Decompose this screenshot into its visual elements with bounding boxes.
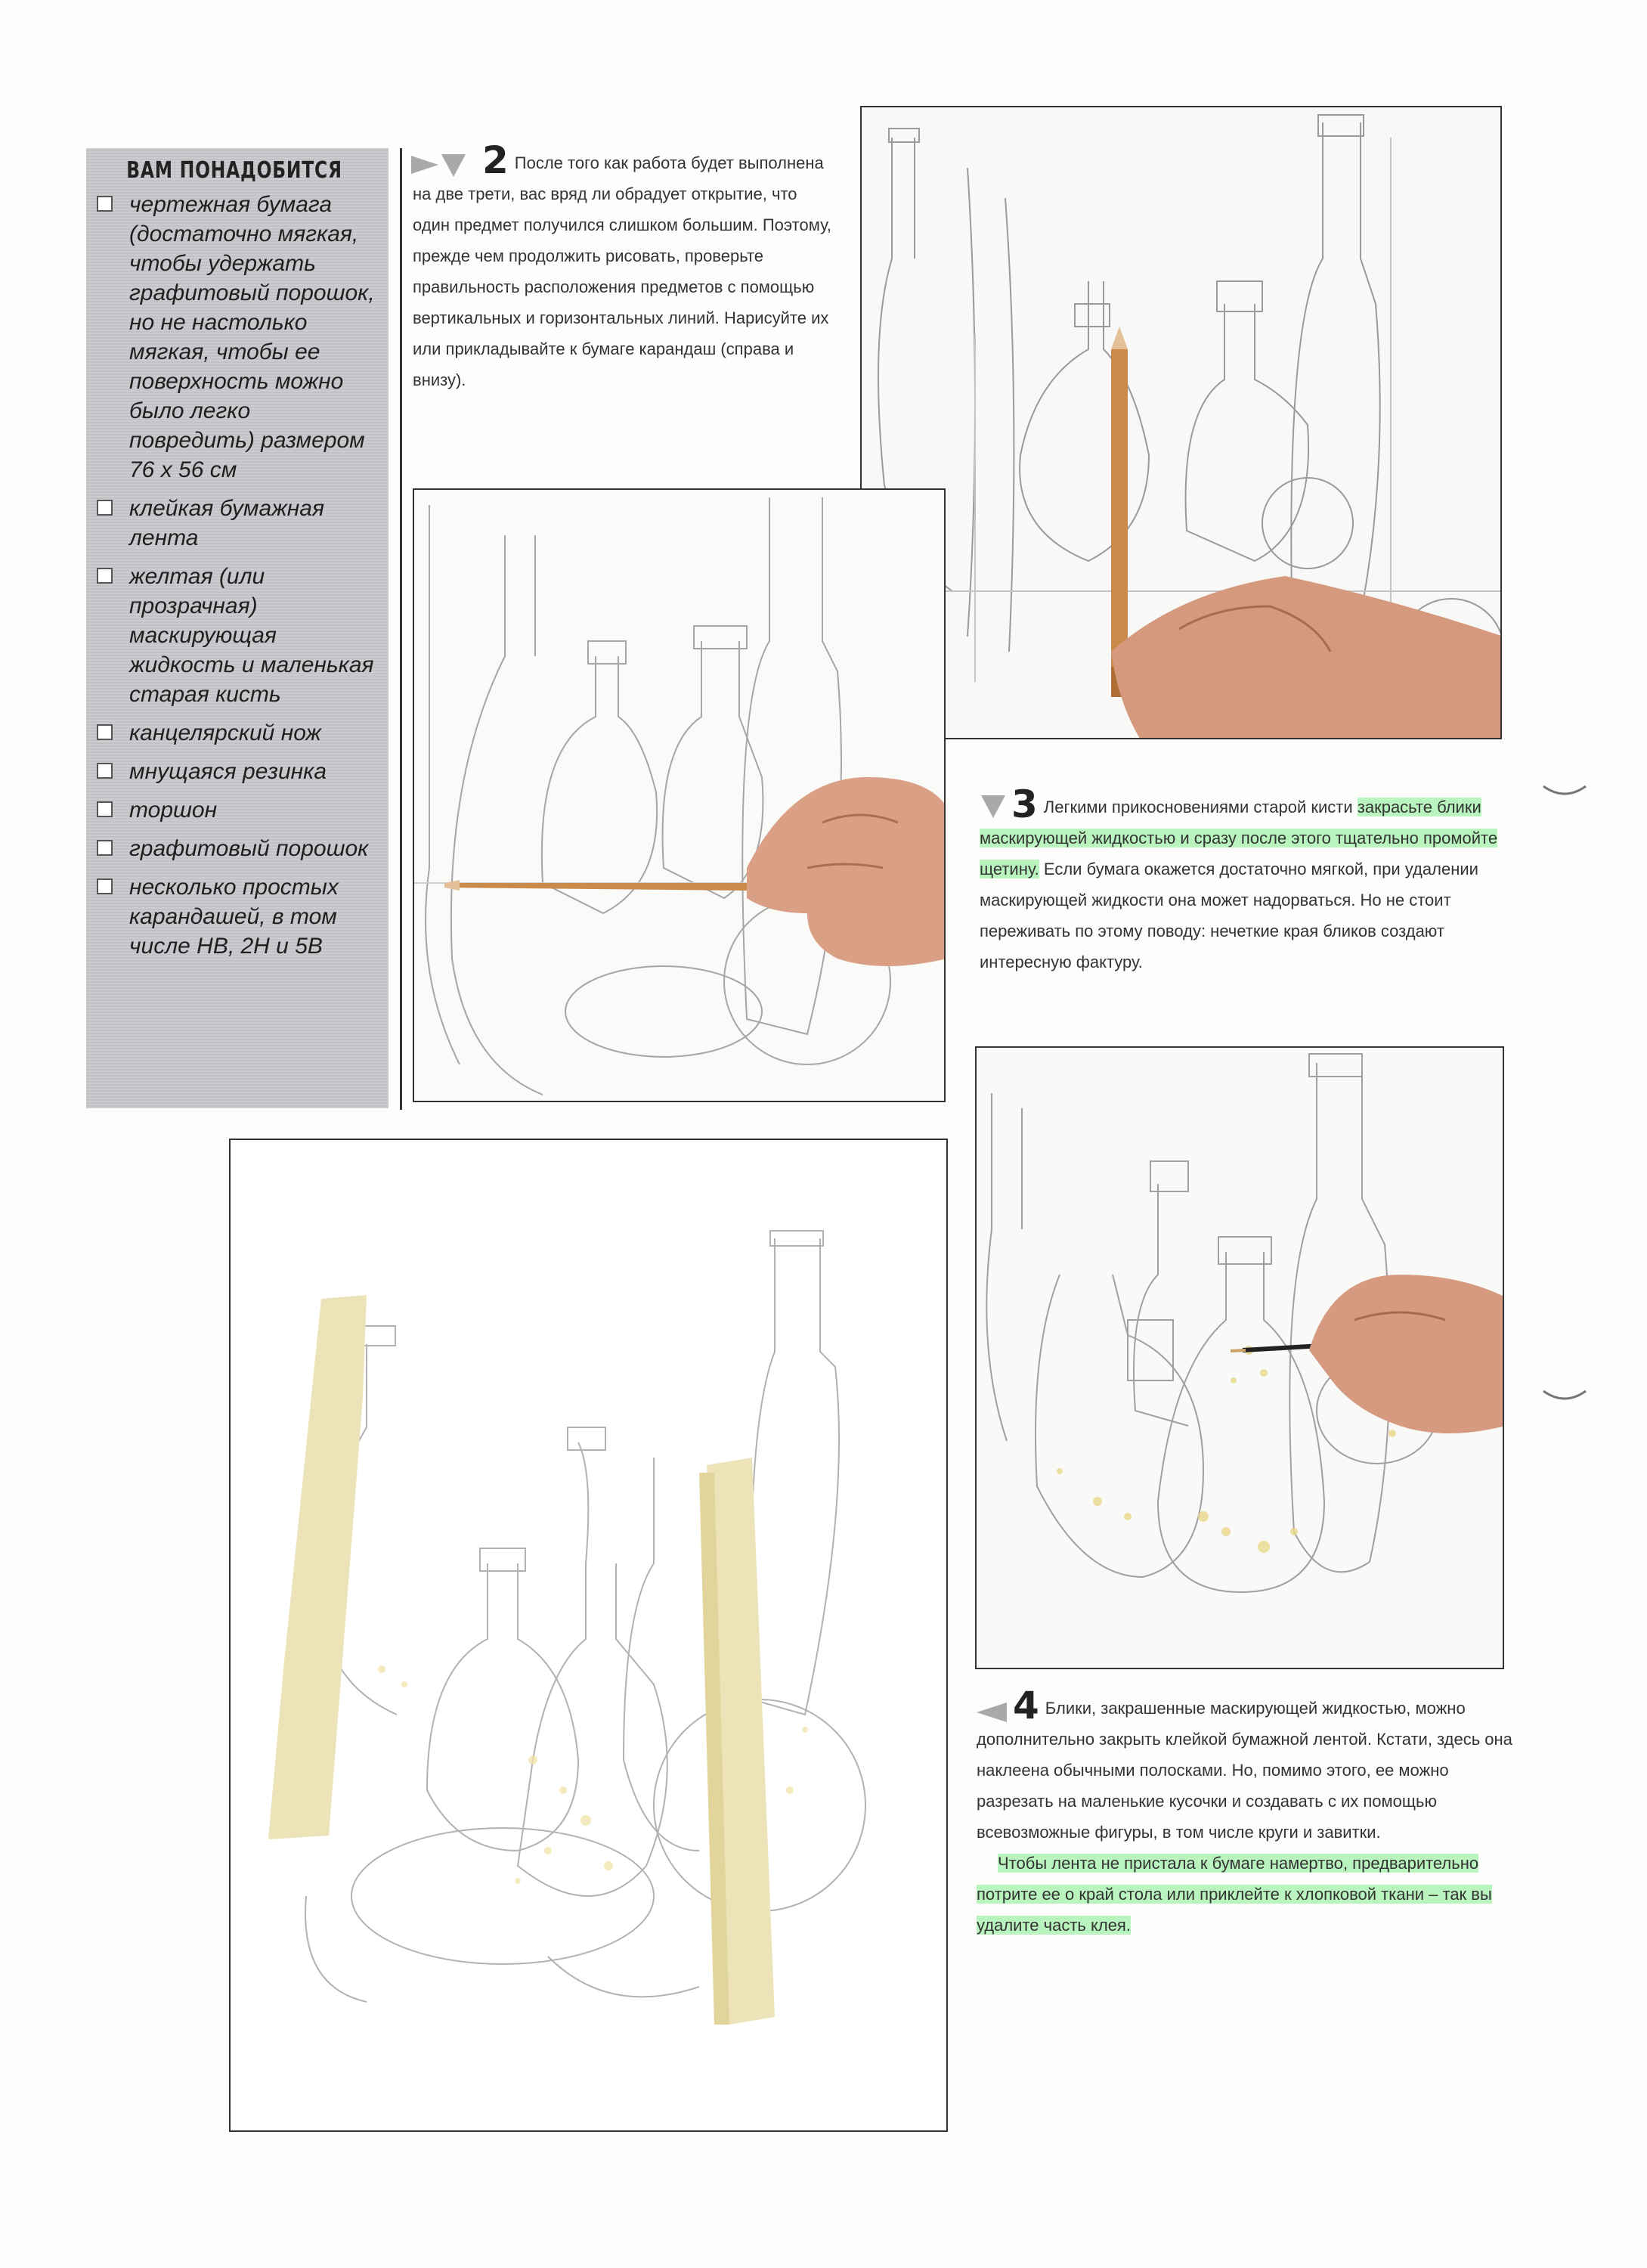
step-3-photo-brush [975,1046,1504,1669]
checkbox-icon[interactable] [97,801,113,817]
materials-item-label: несколько простых карандашей, в том числе НВ, 2Н и 5В [129,875,339,959]
checkbox-icon[interactable] [97,196,113,212]
materials-item [91,795,378,825]
step-2-photo-vertical-pencil [860,106,1502,739]
checkbox-icon[interactable] [97,724,113,740]
step-4-highlight: Чтобы лента не пристала к бумаге намертво, предварительно потрите ее о край стола или приклейте к хлопковой ткани – так вы удалите часть клея. [977,1854,1492,1935]
step-4-body-a: Блики, закрашенные маскирующей жидкостью, можно дополнительно закрыть клейкой бумажной лентой. Кстати, здесь она наклеена обычными полосками. Но, помимо этого, ее можно разрезать на маленькие кусочки и создавать с их помощью всевозможные фигуры, в том числе круги и завитки. [977,1699,1512,1842]
materials-item-label: торшон [129,798,218,823]
materials-item-label: клейкая бумажная лента [129,496,324,550]
step-3-text [980,782,1524,978]
materials-sidebar [86,148,389,1108]
bottles-sketch-image [414,490,946,1102]
checkbox-icon[interactable] [97,840,113,856]
step-3-highlight: закрасьте блики маскирующей жидкостью и сразу после этого тщательно промойте щетину. [980,798,1498,878]
step-4-text [977,1684,1521,1941]
step-4-number: 4 [1013,1684,1039,1727]
checkbox-icon[interactable] [97,500,113,516]
materials-item-label: чертежная бумага (достаточно мягкая, чтобы удержать графитовый порошок, но не настолько мягкая, чтобы ее поверхность можно было легко повредить) размером 76 x 56 см [129,192,375,482]
checkbox-icon[interactable] [97,878,113,894]
checkbox-icon[interactable] [97,763,113,779]
checkbox-icon[interactable] [97,568,113,584]
materials-item-label: желтая (или прозрачная) маскирующая жидкость и маленькая старая кисть [129,564,374,707]
step-3-body-b: Если бумага окажется достаточно мягкой, при удалении маскирующей жидкости она может надорваться. Но не стоит переживать по этому поводу: нечеткие края бликов создают интересную фактуру. [980,860,1478,971]
step-2-body: После того как работа будет выполнена на две трети, вас вряд ли обрадует открытие, что один предмет получился слишком большим. Поэтому, прежде чем продолжить рисовать, проверьте правильность расположения предметов с помощью вертикальных и горизонтальных линий. Нарисуйте их или прикладывайте к бумаге карандаш (справа и внизу). [413,153,832,389]
step-3-number: 3 [1011,782,1038,826]
materials-item [91,757,378,786]
step-2-number: 2 [482,138,509,182]
materials-item [91,494,378,553]
step-4-photo-tape [229,1139,948,2132]
page-edge-mark [1542,1383,1587,1406]
bottles-sketch-image [862,107,1502,739]
page-edge-mark [1542,779,1587,801]
step-2-photo-horizontal-pencil [413,488,946,1102]
sidebar-title: ВАМ ПОНАДОБИТСЯ [126,157,342,184]
materials-item-label: канцелярский нож [129,720,321,745]
materials-item-label: мнущаяся резинка [129,759,327,784]
bottles-sketch-image [231,1140,948,2132]
materials-item [91,190,378,485]
materials-item [91,834,378,863]
bottles-sketch-image [977,1048,1504,1669]
materials-item [91,562,378,709]
materials-item-label: графитовый порошок [129,836,369,861]
column-divider [400,148,402,1110]
step-3-body-a: Легкими прикосновениями старой кисти [1043,798,1353,816]
step-2-text [413,138,836,395]
materials-item [91,718,378,748]
materials-item [91,872,378,961]
